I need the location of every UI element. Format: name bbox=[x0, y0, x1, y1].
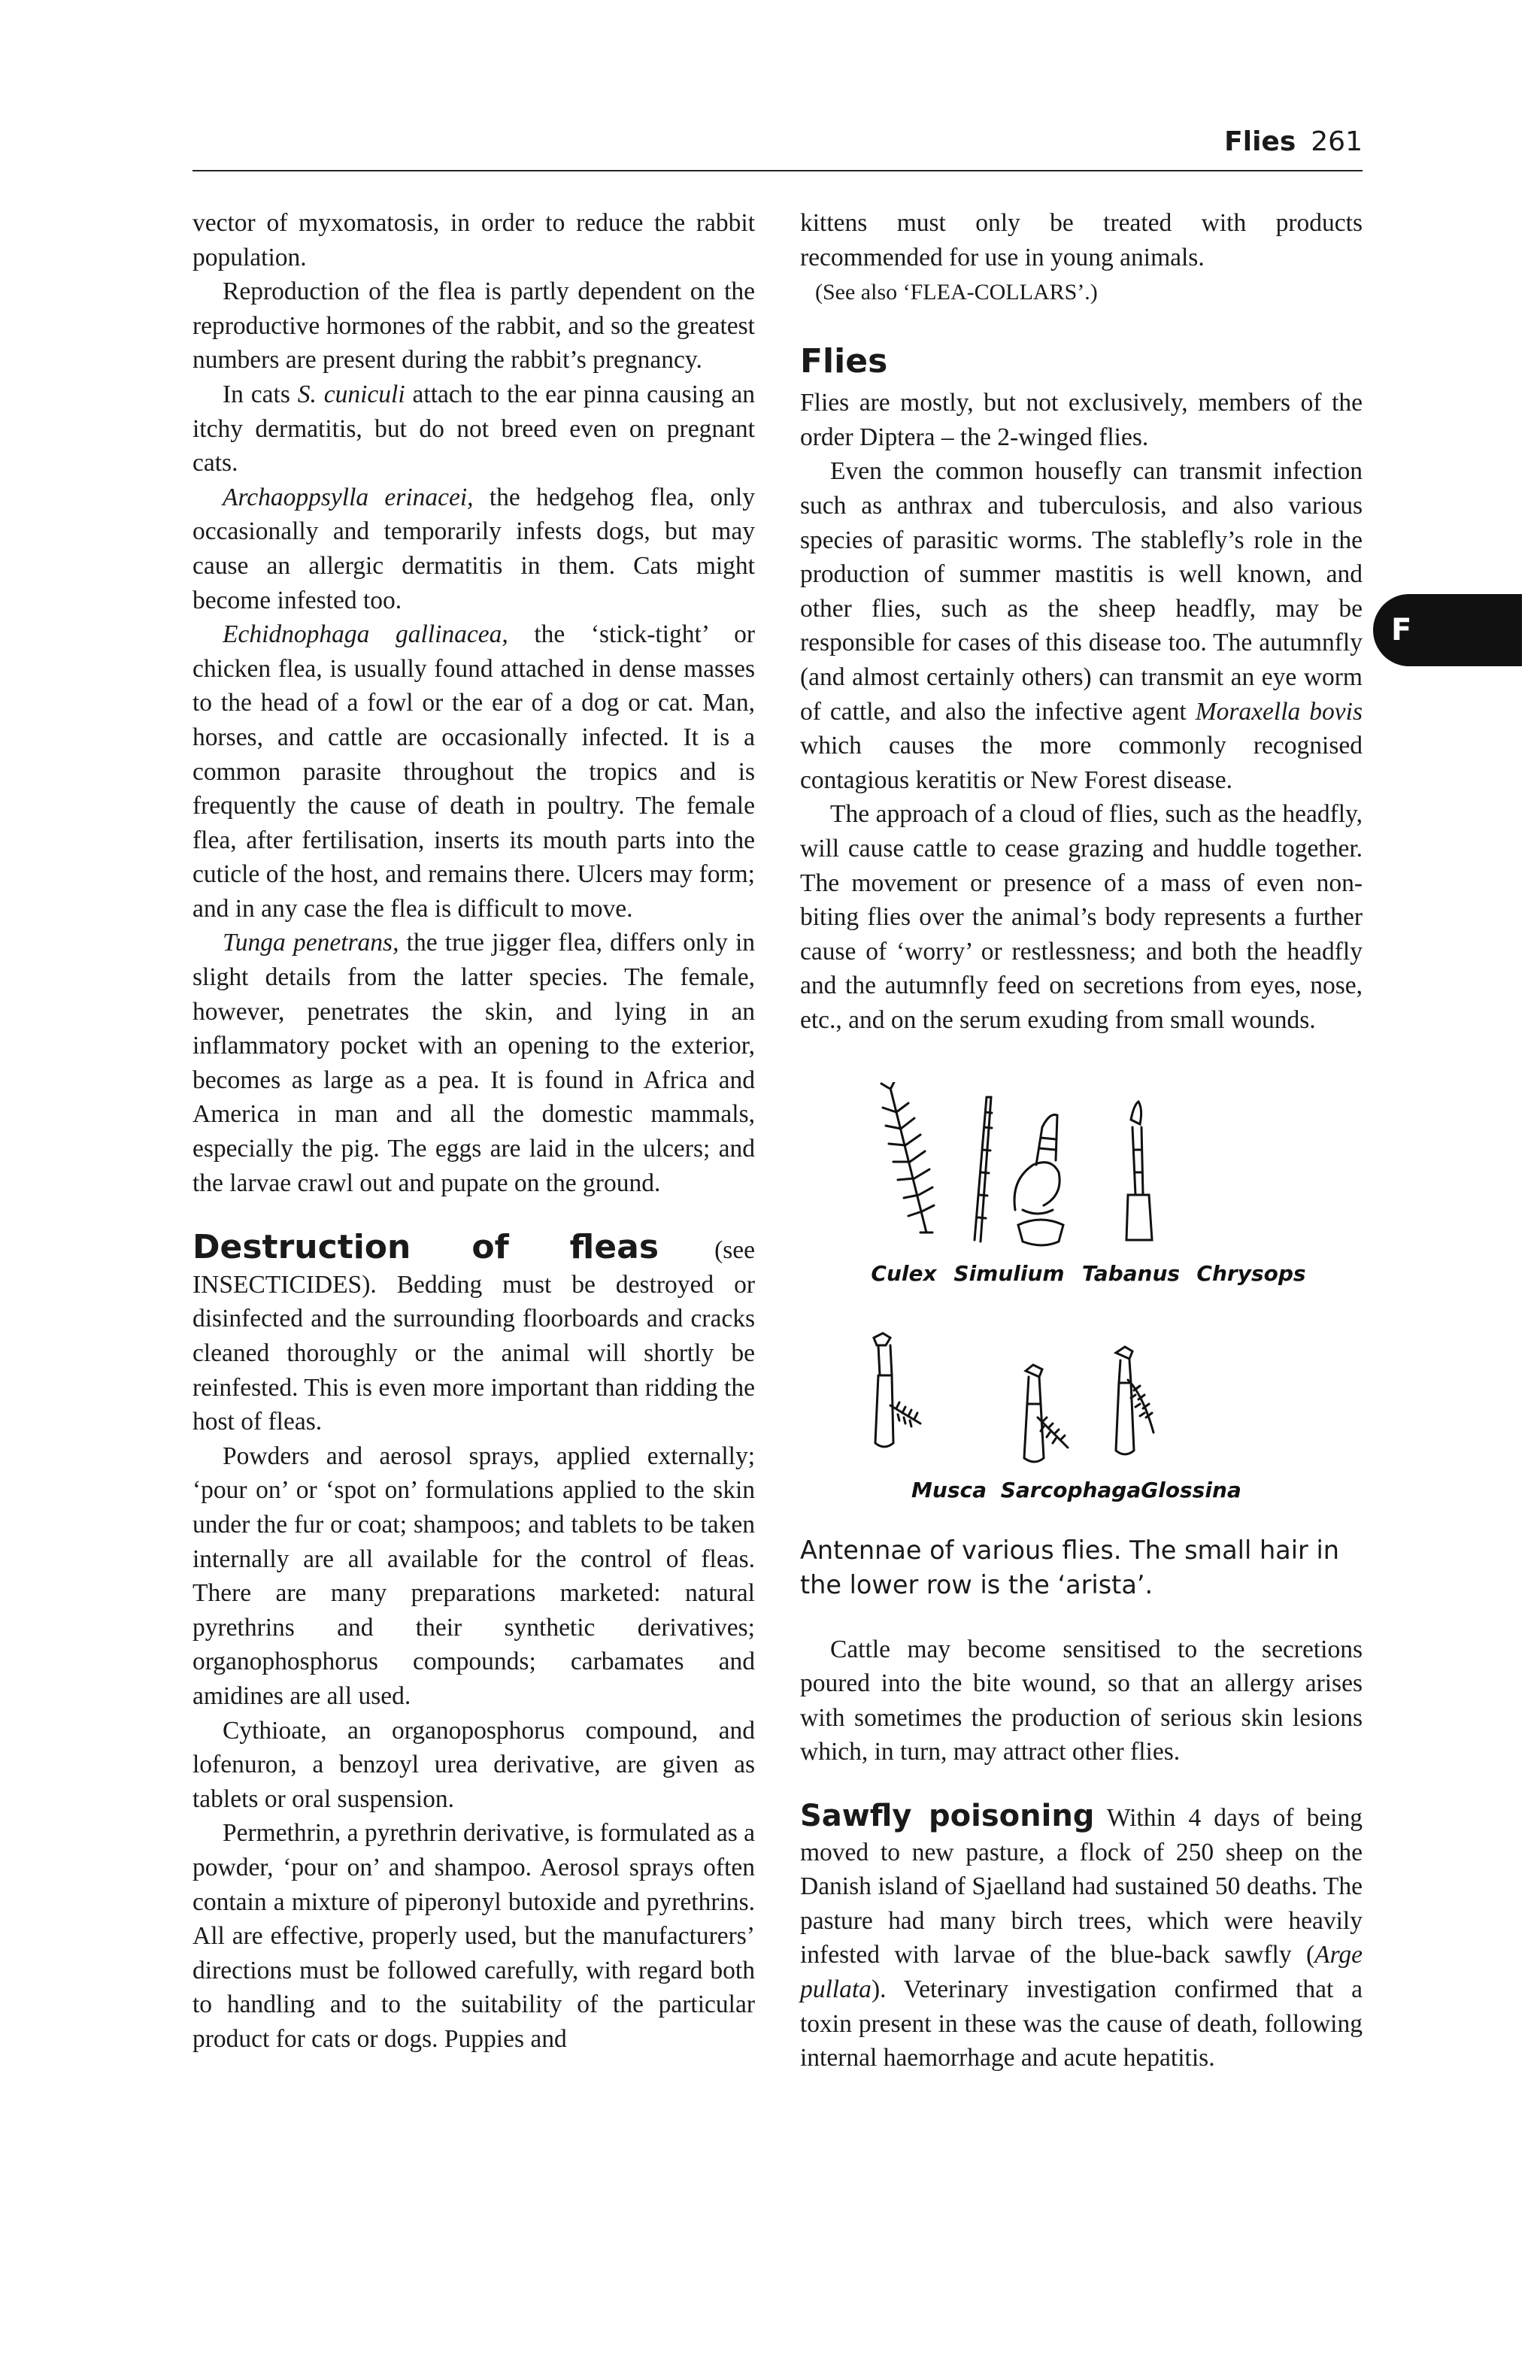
entry-heading-flies: Flies bbox=[800, 342, 888, 381]
glossina-antenna-drawing bbox=[1116, 1347, 1153, 1454]
text-run: Even the common housefly can transmit infection such as anthrax and tuberculosis, and also various species of parasitic worms. The stablefly’s role in the production of summer mastitis is well known, and other flies, such as the sheep headfly, may be responsible for cases of this disease too. The autumnfly (and almost certainly others) can transmit an eye worm of cattle, and also the infective agent bbox=[800, 457, 1363, 726]
figure-caption: Antennae of various flies. The small hair in the lower row is the ‘arista’. bbox=[800, 1536, 1339, 1600]
species-name: Echidnophaga gallinacea, bbox=[223, 620, 508, 649]
text-run: Within 4 days of being moved to new pasture, a flock of 250 sheep on the Danish island of Sjaelland had sustained 50 deaths. The pasture had many birch trees, which were heavily infested with larvae of the blue-back sawfly ( bbox=[800, 1804, 1363, 1969]
paragraph: The approach of a cloud of flies, such as the headfly, will cause cattle to cease grazing and huddle together. The movement or presence of a mass of even non-biting flies over the animal’s body represents a further cause of ‘worry’ or restlessness; and both the headfly and the autumnfly feed on secretions from eyes, nose, etc., and on the serum exuding from small wounds. bbox=[800, 800, 1363, 1034]
text-run: ). Veterinary investigation confirmed that a toxin present in these was the cause of death, following internal haemorrhage and acute hepatitis. bbox=[800, 1975, 1363, 2072]
entry-sawfly-poisoning bbox=[800, 1799, 1363, 2075]
sarcophaga-antenna-drawing bbox=[1024, 1365, 1068, 1462]
text-run: the true jigger flea, differs only in slight details from the latter species. The female, however, penetrates the skin, and lying in an inflammatory pocket with an opening to the exterior, becomes as large as a pea. It is found in Africa and America in man and all the domestic mammals, especially the pig. The eggs are laid in the ulcers; and the larvae crawl out and pupate on the ground. bbox=[192, 929, 756, 1197]
figure-label: Glossina bbox=[1141, 1478, 1241, 1503]
paragraph bbox=[192, 481, 755, 617]
paragraph: Cattle may become sensitised to the secretions poured into the bite wound, so that an allergy arises with sometimes the production of serious skin lesions which, in turn, may attract other flies. bbox=[800, 1635, 1363, 1766]
text-run: the hedgehog flea, only occasionally and temporarily infests dogs, but may cause an allergic dermatitis in them. Cats might become infested too. bbox=[192, 483, 755, 614]
species-name: Archaoppsylla erinacei, bbox=[223, 483, 474, 511]
text-run: Bedding must be destroyed or disinfected and the surrounding floorboards and cracks cleaned thoroughly or the animal will shortly be reinfested. This is even more important than ridding the host of fleas. bbox=[192, 1270, 755, 1436]
species-name: Tunga penetrans, bbox=[223, 929, 399, 957]
tabanus-antenna-drawing bbox=[1014, 1115, 1063, 1246]
antennae-figure bbox=[800, 1082, 1363, 1602]
chrysops-antenna-drawing bbox=[1126, 1102, 1152, 1240]
species-name: Moraxella bovis bbox=[1195, 697, 1363, 726]
text-run: In cats bbox=[223, 380, 298, 408]
figure-label: Simulium bbox=[953, 1261, 1065, 1287]
text-run: (see bbox=[659, 1236, 755, 1265]
paragraph: kittens must only be treated with products recommended for use in young animals. bbox=[800, 209, 1363, 271]
paragraph: Permethrin, a pyrethrin derivative, is formulated as a powder, ‘pour on’ and shampoo. Aerosol sprays often contain a mixture of piperonyl butoxide and pyrethrins. All are effective, properly used, but the manufacturers’ directions must be followed carefully, with regard both to handling and to the suitability of the particular product for cats or dogs. Puppies and bbox=[192, 1819, 755, 2053]
running-head bbox=[192, 126, 1363, 171]
running-head-title: Flies bbox=[1224, 126, 1296, 157]
see-also-note bbox=[800, 276, 1363, 309]
culex-antenna-drawing bbox=[881, 1082, 934, 1232]
paragraph: vector of myxomatosis, in order to reduce the rabbit population. bbox=[192, 209, 755, 271]
text-run: which causes the more commonly recognised contagious keratitis or New Forest disease. bbox=[800, 732, 1363, 794]
paragraph: Flies are mostly, but not exclusively, members of the order Diptera – the 2-winged flies. bbox=[800, 389, 1363, 451]
entry-heading: Sawfly poisoning bbox=[800, 1799, 1095, 1834]
figure-label: Sarcophaga bbox=[1000, 1478, 1141, 1503]
figure-label: Culex bbox=[871, 1261, 937, 1287]
row1-labels bbox=[871, 1261, 1305, 1286]
paragraph: Reproduction of the flea is partly dependent on the reproductive hormones of the rabbit, and so the greatest numbers are present during the rabbit’s pregnancy. bbox=[192, 277, 755, 374]
page-number: 261 bbox=[1311, 126, 1363, 157]
paragraph bbox=[192, 617, 755, 926]
text-run: ). bbox=[362, 1270, 377, 1299]
entry-heading: Destruction of fleas bbox=[192, 1228, 659, 1267]
figure-label: Tabanus bbox=[1081, 1261, 1181, 1287]
musca-antenna-drawing bbox=[874, 1333, 920, 1447]
right-column bbox=[800, 206, 1363, 2075]
cross-reference: FLEA-COLLARS bbox=[910, 280, 1078, 305]
species-name: Arge pullata bbox=[800, 1941, 1363, 2003]
simulium-antenna-drawing bbox=[975, 1097, 992, 1242]
row2-labels bbox=[911, 1478, 1241, 1502]
text-run: ’.) bbox=[1077, 280, 1098, 305]
antennae-illustration bbox=[800, 1082, 1363, 1533]
figure-label: Chrysops bbox=[1196, 1261, 1306, 1287]
paragraph: Cythioate, an organoposphorus compound, and lofenuron, a benzoyl urea derivative, are given as tablets or oral suspension. bbox=[192, 1716, 755, 1813]
paragraph: Powders and aerosol sprays, applied externally; ‘pour on’ or ‘spot on’ formulations applied to the skin under the fur or coat; shampoos; and tablets to be taken internally are all available for the control of fleas. There are many preparations marketed: natural pyrethrins and their synthetic derivatives; organophosphorus compounds; carbamates and amidines are all used. bbox=[192, 1442, 755, 1710]
figure-label: Musca bbox=[911, 1478, 987, 1503]
text-run: (See also ‘ bbox=[815, 280, 911, 305]
text-run: attach to the ear pinna causing an itchy dermatitis, but do not breed even on pregnant cats. bbox=[192, 380, 755, 478]
paragraph bbox=[192, 377, 755, 481]
left-column bbox=[192, 206, 755, 2056]
paragraph bbox=[192, 926, 755, 1200]
cross-reference: INSECTICIDES bbox=[192, 1270, 362, 1299]
species-name: S. cuniculi bbox=[297, 380, 405, 408]
entry-destruction-of-fleas bbox=[192, 1230, 755, 1439]
section-thumb-tab: F bbox=[1373, 594, 1522, 666]
text-run: the ‘stick-tight’ or chicken flea, is usually found attached in dense masses to the head of a fowl or the ear of a dog or cat. Man, horses, and cattle are occasionally infected. It is a common parasite throughout the tropics and is frequently the cause of death in poultry. The female flea, after fertilisation, inserts its mouth parts into the cuticle of the host, and remains there. Ulcers may form; and in any case the flea is difficult to move. bbox=[192, 620, 755, 923]
paragraph bbox=[800, 454, 1363, 797]
